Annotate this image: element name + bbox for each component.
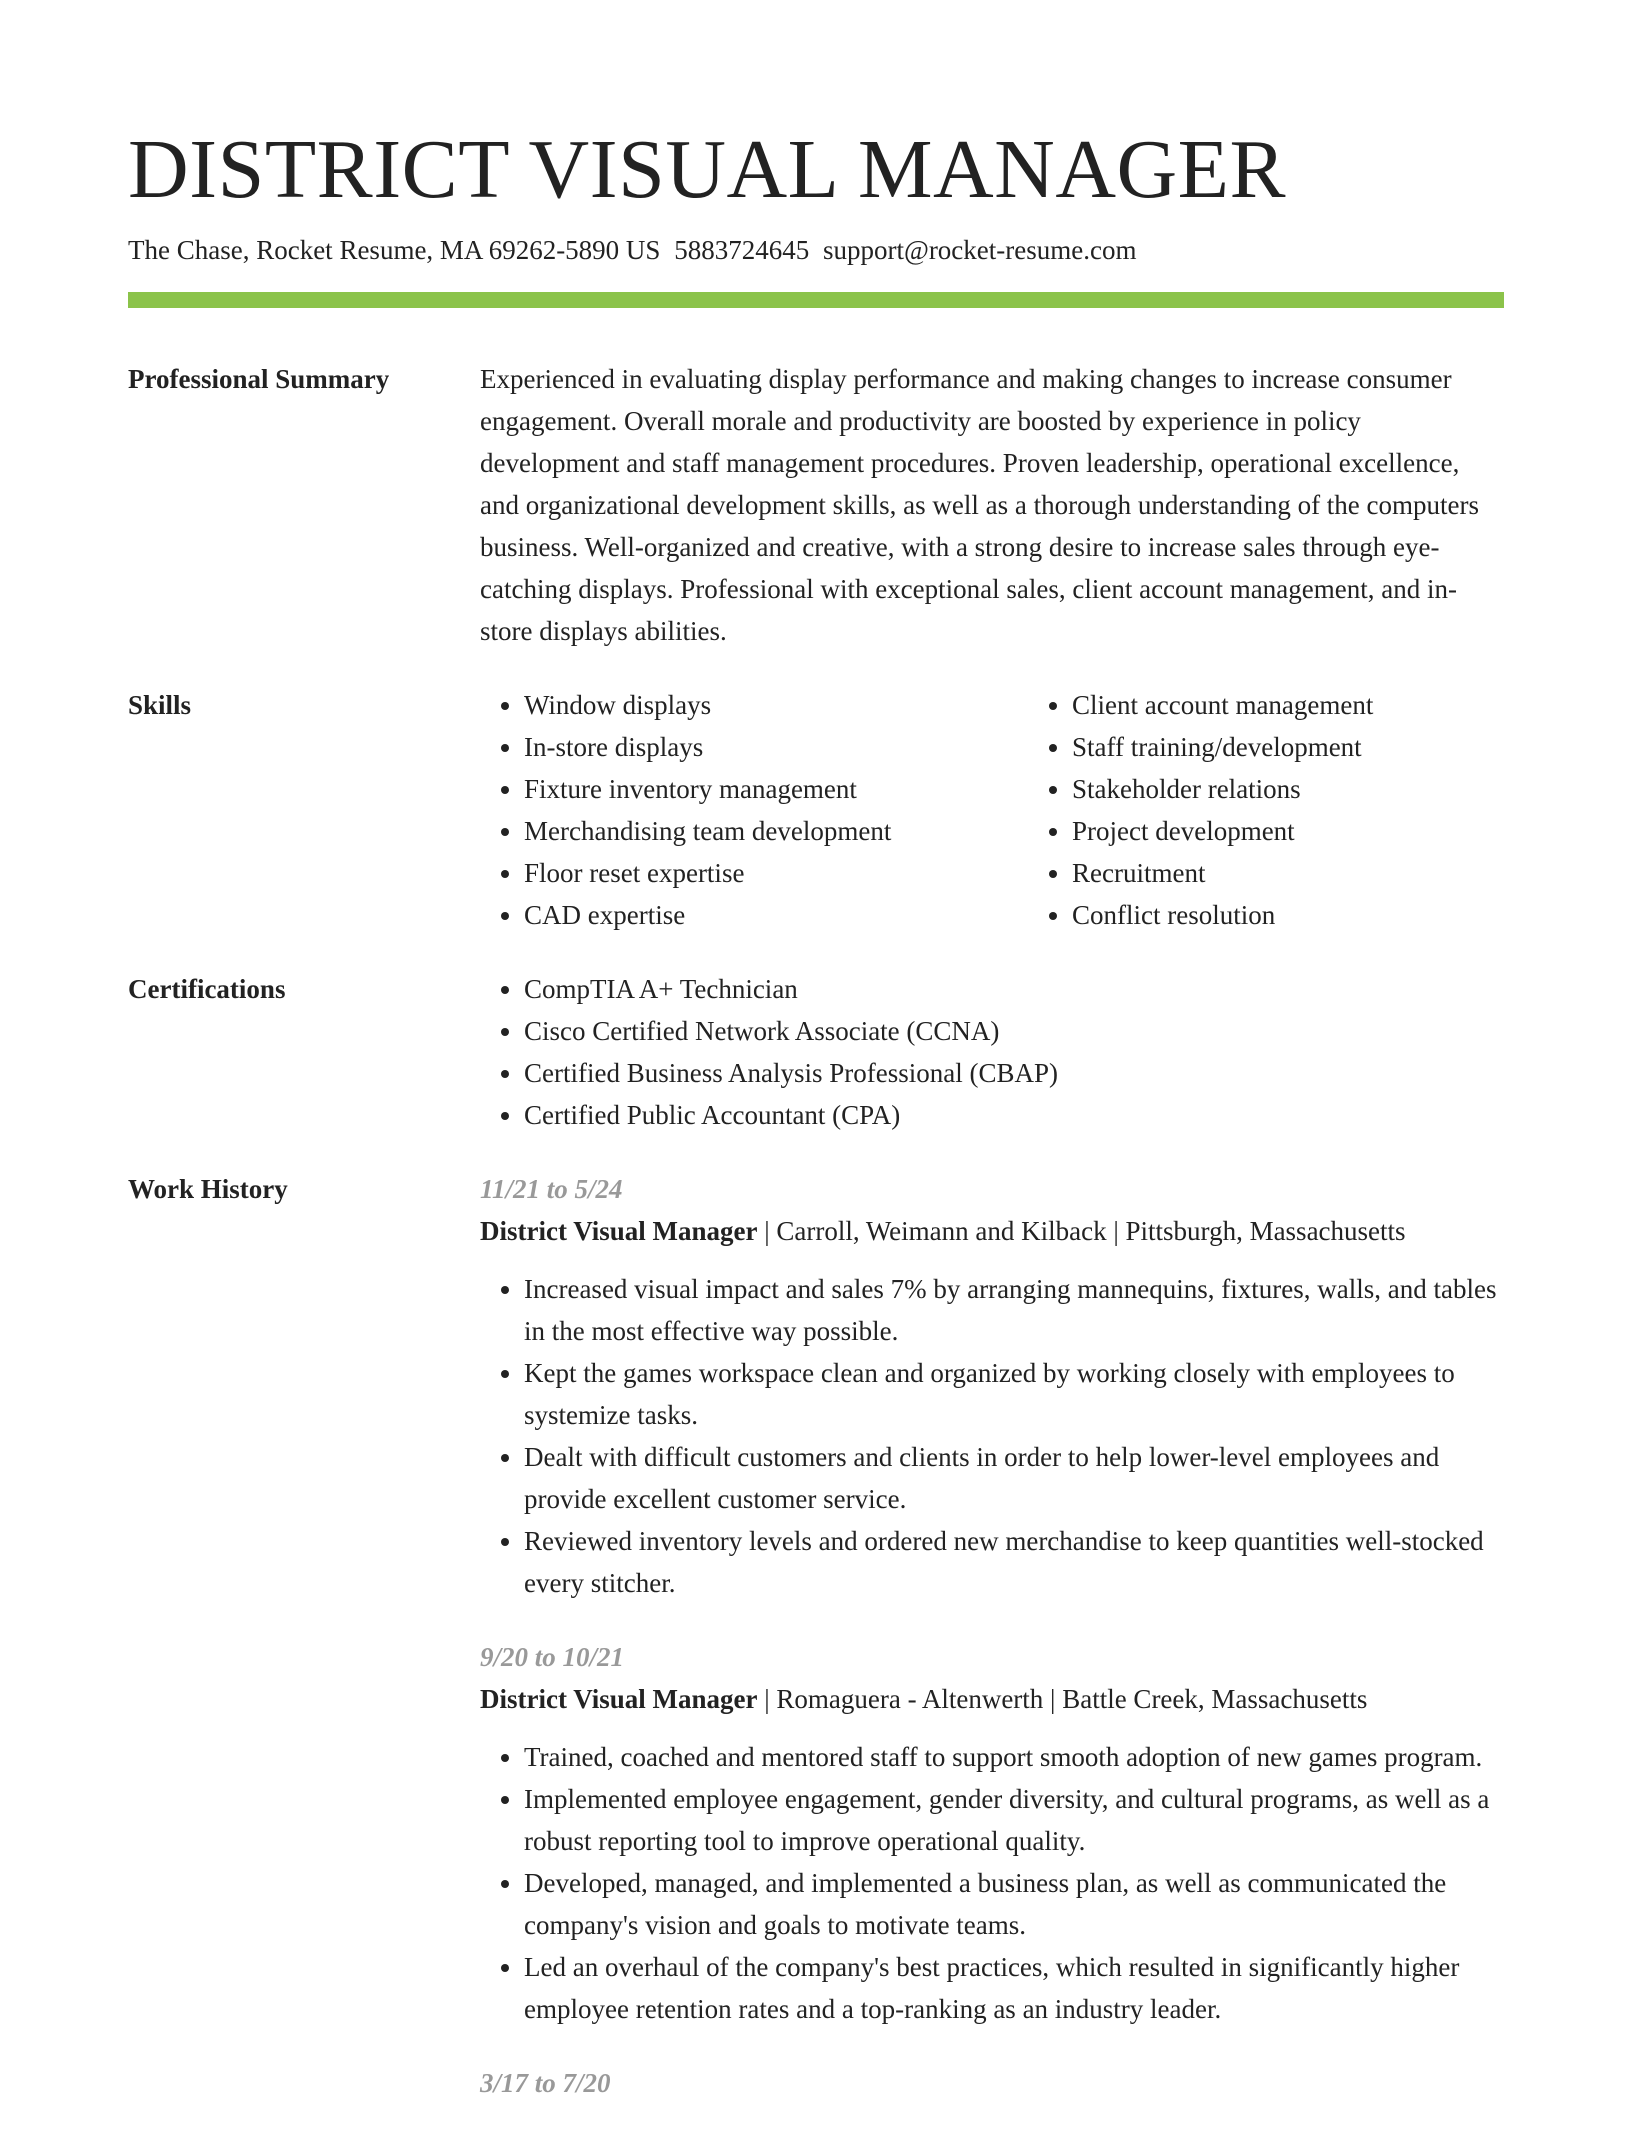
job-location: Battle Creek, Massachusetts (1062, 1684, 1368, 1714)
skills-section (128, 684, 1504, 936)
certification-item: • Cisco Certified Network Associate (CCNA) (524, 1010, 1504, 1052)
job-dates: 3/17 to 7/20 (480, 2068, 611, 2098)
summary-body (480, 358, 1504, 652)
skills-grid (480, 684, 1576, 936)
section-label-work-history: Work History (128, 1174, 288, 1204)
skill-item: • Staff training/development (1072, 726, 1576, 768)
job-title: District Visual Manager (480, 1684, 758, 1714)
header-divider (128, 292, 1504, 308)
job-bullets (480, 1268, 1504, 1604)
work-history-section (128, 1168, 1504, 2136)
job-bullet: • Increased visual impact and sales 7% by arranging mannequins, fixtures, walls, and tables in the most effective way possible. (524, 1268, 1504, 1352)
job-separator: | (1106, 1216, 1126, 1246)
skill-item: • Recruitment (1072, 852, 1576, 894)
job-bullet: • Developed, managed, and implemented a business plan, as well as communicated the company's vision and goals to motivate teams. (524, 1862, 1504, 1946)
contact-phone: 5883724645 (674, 235, 810, 265)
resume-title: DISTRICT VISUAL MANAGER (128, 123, 1287, 216)
job-bullet: • Dealt with difficult customers and clients in order to help lower-level employees and provide excellent customer service. (524, 1436, 1504, 1520)
job-bullets (480, 1736, 1504, 2030)
job-entry (480, 1168, 1504, 1604)
work-history-body (480, 1168, 1504, 2136)
job-bullet: • Kept the games workspace clean and organized by working closely with employees to systemize tasks. (524, 1352, 1504, 1436)
certification-item: • CompTIA A+ Technician (524, 968, 1504, 1010)
section-label-skills: Skills (128, 690, 192, 720)
skill-item: • Fixture inventory management (524, 768, 1028, 810)
job-bullet: • Implemented employee engagement, gender diversity, and cultural programs, as well as a robust reporting tool to improve operational quality. (524, 1778, 1504, 1862)
job-company: Romaguera - Altenwerth (776, 1684, 1044, 1714)
section-label-summary: Professional Summary (128, 364, 390, 394)
job-separator: | (757, 1684, 777, 1714)
certification-item: • Certified Public Accountant (CPA) (524, 1094, 1504, 1136)
summary-text: Experienced in evaluating display performance and making changes to increase consumer engagement. Overall morale and productivity are boosted by experience in policy development and staff management procedures. Proven leadership, operational excellence, and organizational development skills, as well as a thorough understanding of the computers business. Well-organized and creative, with a strong desire to increase sales through eye-catching displays. Professional with exceptional sales, client account management, and in-store displays abilities. (480, 364, 1480, 646)
skill-item: • In-store displays (524, 726, 1028, 768)
certification-item: • Certified Business Analysis Professional (CBAP) (524, 1052, 1504, 1094)
job-separator: | (757, 1216, 777, 1246)
job-bullet: • Reviewed inventory levels and ordered new merchandise to keep quantities well-stocked every stitcher. (524, 1520, 1504, 1604)
skill-item: • Conflict resolution (1072, 894, 1576, 936)
section-label-certifications: Certifications (128, 974, 286, 1004)
contact-email: support@rocket-resume.com (822, 235, 1137, 265)
job-company: Carroll, Weimann and Kilback (776, 1216, 1107, 1246)
certifications-list (480, 968, 1504, 1136)
certifications-section (128, 968, 1504, 1136)
skill-item: • Project development (1072, 810, 1576, 852)
job-location: Pittsburgh, Massachusetts (1125, 1216, 1406, 1246)
skill-item: • Floor reset expertise (524, 852, 1028, 894)
job-title-line (480, 1210, 1504, 1252)
job-title-line (480, 1678, 1504, 1720)
job-title: District Visual Manager (480, 1216, 758, 1246)
job-entry (480, 1636, 1504, 2030)
job-separator: | (1043, 1684, 1063, 1714)
job-dates: 11/21 to 5/24 (480, 1174, 623, 1204)
job-bullet: • Trained, coached and mentored staff to support smooth adoption of new games program. (524, 1736, 1504, 1778)
contact-address: The Chase, Rocket Resume, MA 69262-5890 US (128, 235, 661, 265)
job-bullet: • Led an overhaul of the company's best practices, which resulted in significantly higher employee retention rates and a top-ranking as an industry leader. (524, 1946, 1504, 2030)
skill-item: • CAD expertise (524, 894, 1028, 936)
resume-page (128, 0, 1504, 2136)
skill-item: • Window displays (524, 684, 1028, 726)
skill-item: • Client account management (1072, 684, 1576, 726)
skill-item: • Merchandising team development (524, 810, 1028, 852)
summary-section (128, 358, 1504, 652)
contact-line (128, 232, 1504, 268)
skills-list-right (1028, 684, 1576, 936)
skill-item: • Stakeholder relations (1072, 768, 1576, 810)
certifications-body (480, 968, 1504, 1136)
skills-list-left (480, 684, 1028, 936)
job-dates: 9/20 to 10/21 (480, 1642, 625, 1672)
job-entry (480, 2062, 1504, 2104)
